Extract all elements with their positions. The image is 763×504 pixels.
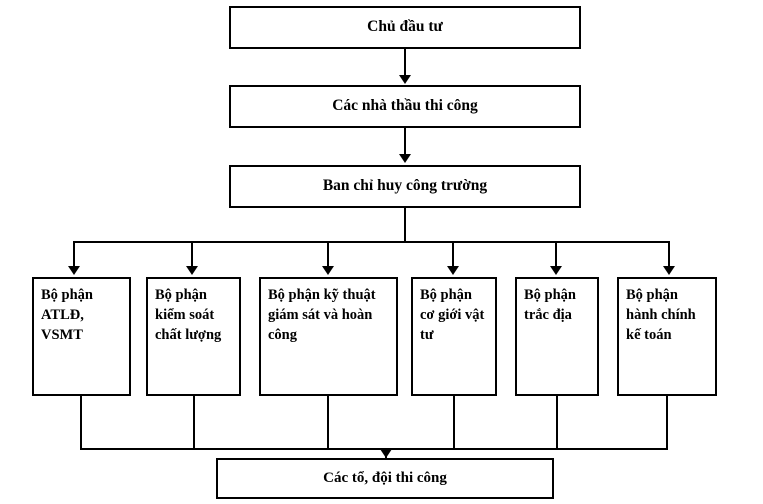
arrow-dept-3 [322, 266, 334, 275]
drop-dept-6 [668, 241, 670, 268]
node-investor-label: Chủ đầu tư [367, 18, 443, 36]
node-site-command-label: Ban chỉ huy công trường [322, 177, 488, 195]
node-investor [229, 6, 581, 49]
connector-command-bus [404, 208, 406, 241]
drop-dept-4 [452, 241, 454, 268]
riser-dept-5 [556, 396, 558, 450]
drop-dept-2 [191, 241, 193, 268]
node-department-safety-label: Bộ phận ATLĐ, VSMT [41, 287, 93, 343]
node-department-safety [32, 277, 131, 396]
node-department-survey-label: Bộ phận trắc địa [524, 287, 576, 323]
node-department-machinery-label: Bộ phận cơ giới vật tư [420, 287, 485, 343]
connector-contractors-command [404, 128, 406, 156]
drop-dept-1 [73, 241, 75, 268]
drop-dept-5 [555, 241, 557, 268]
riser-dept-4 [453, 396, 455, 450]
collector-bus [80, 448, 668, 450]
node-site-command [229, 165, 581, 208]
arrow-investor-contractors [399, 75, 411, 84]
arrow-contractors-command [399, 154, 411, 163]
node-department-machinery [411, 277, 497, 396]
arrow-dept-5 [550, 266, 562, 275]
riser-dept-6 [666, 396, 668, 450]
arrow-bus-teams [380, 449, 392, 458]
node-department-quality [146, 277, 241, 396]
arrow-dept-1 [68, 266, 80, 275]
distribution-bus [73, 241, 670, 243]
node-department-admin-label: Bộ phận hành chính kế toán [626, 287, 696, 343]
riser-dept-1 [80, 396, 82, 450]
riser-dept-3 [327, 396, 329, 450]
riser-dept-2 [193, 396, 195, 450]
drop-dept-3 [327, 241, 329, 268]
node-department-technical-label: Bộ phận kỹ thuật giám sát và hoàn công [268, 287, 376, 343]
arrow-dept-6 [663, 266, 675, 275]
node-department-admin [617, 277, 717, 396]
arrow-dept-4 [447, 266, 459, 275]
node-contractors-label: Các nhà thầu thi công [332, 97, 478, 115]
node-contractors [229, 85, 581, 128]
node-teams-label: Các tổ, đội thi công [323, 469, 447, 486]
node-department-technical [259, 277, 398, 396]
arrow-dept-2 [186, 266, 198, 275]
node-teams [216, 458, 554, 499]
connector-investor-contractors [404, 49, 406, 77]
node-department-quality-label: Bộ phận kiểm soát chất lượng [155, 287, 222, 343]
node-department-survey [515, 277, 599, 396]
